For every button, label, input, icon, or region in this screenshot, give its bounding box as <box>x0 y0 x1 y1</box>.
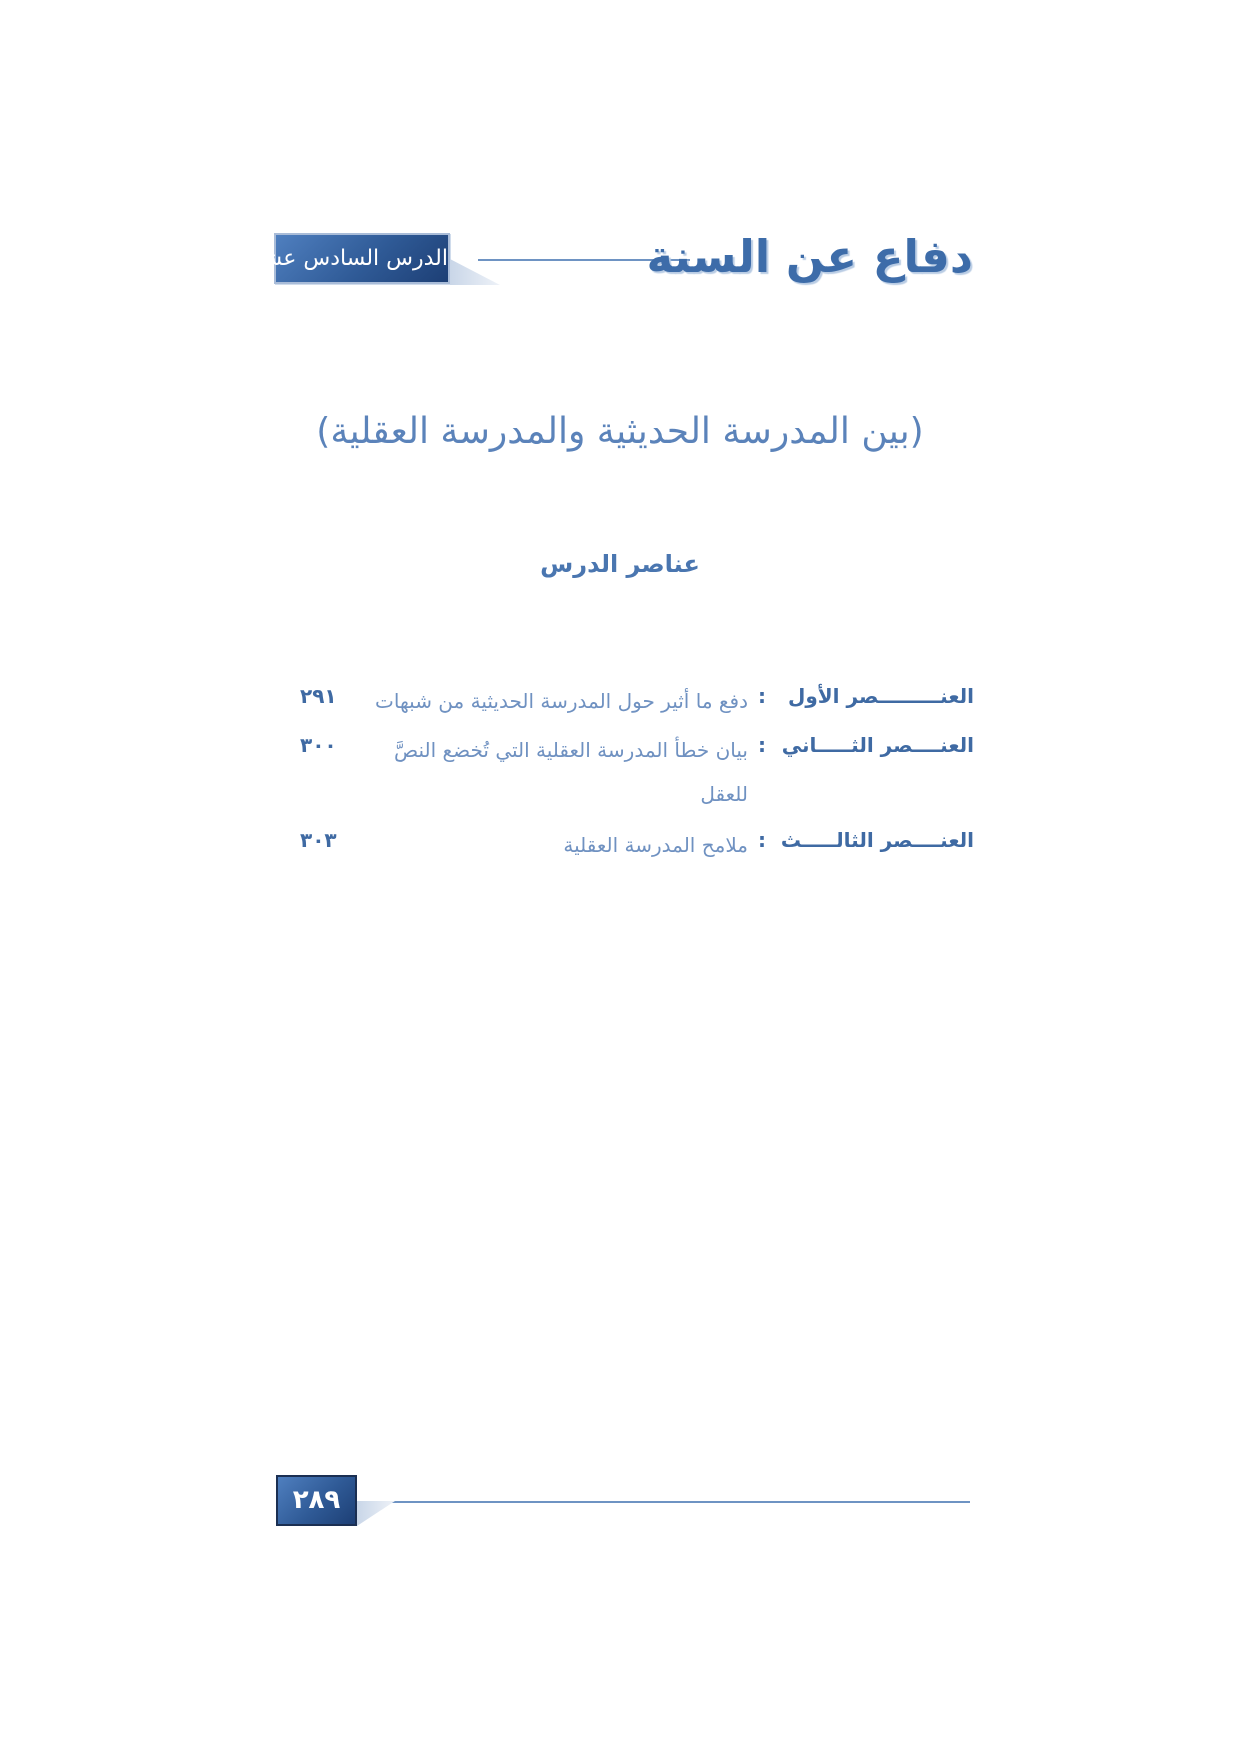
element-separator: : <box>758 828 766 852</box>
lesson-elements-heading: عناصر الدرس <box>540 550 700 578</box>
element-label: العنـــــــــصر الأول <box>788 684 974 708</box>
header-badge-shadow <box>450 259 500 285</box>
element-description: بيان خطأ المدرسة العقلية التي تُخضع النصَّ للعقل <box>393 738 748 806</box>
element-page-number: ٣٠٠ <box>300 733 337 757</box>
footer-badge-shadow <box>357 1501 395 1526</box>
lesson-element-row <box>300 679 974 723</box>
element-separator: : <box>758 684 766 708</box>
lesson-element-row <box>300 823 974 867</box>
lesson-title: (بين المدرسة الحديثية والمدرسة العقلية) <box>316 411 924 452</box>
element-description: ملامح المدرسة العقلية <box>563 833 748 857</box>
element-page-number: ٣٠٣ <box>300 828 337 852</box>
lesson-element-row <box>300 728 974 816</box>
page-number-badge: ٢٨٩ <box>276 1475 357 1526</box>
lesson-number-badge: الدرس السادس عشر <box>274 233 450 284</box>
element-description: دفع ما أثير حول المدرسة الحديثية من شبهات <box>375 689 748 713</box>
element-label: العنــــصر الثـــــاني <box>781 733 974 757</box>
book-title: دفاع عن السنة <box>646 230 973 283</box>
element-label: العنــــصر الثالـــــث <box>780 828 974 852</box>
footer-divider <box>357 1501 970 1503</box>
element-separator: : <box>758 733 766 757</box>
element-page-number: ٢٩١ <box>300 684 337 708</box>
